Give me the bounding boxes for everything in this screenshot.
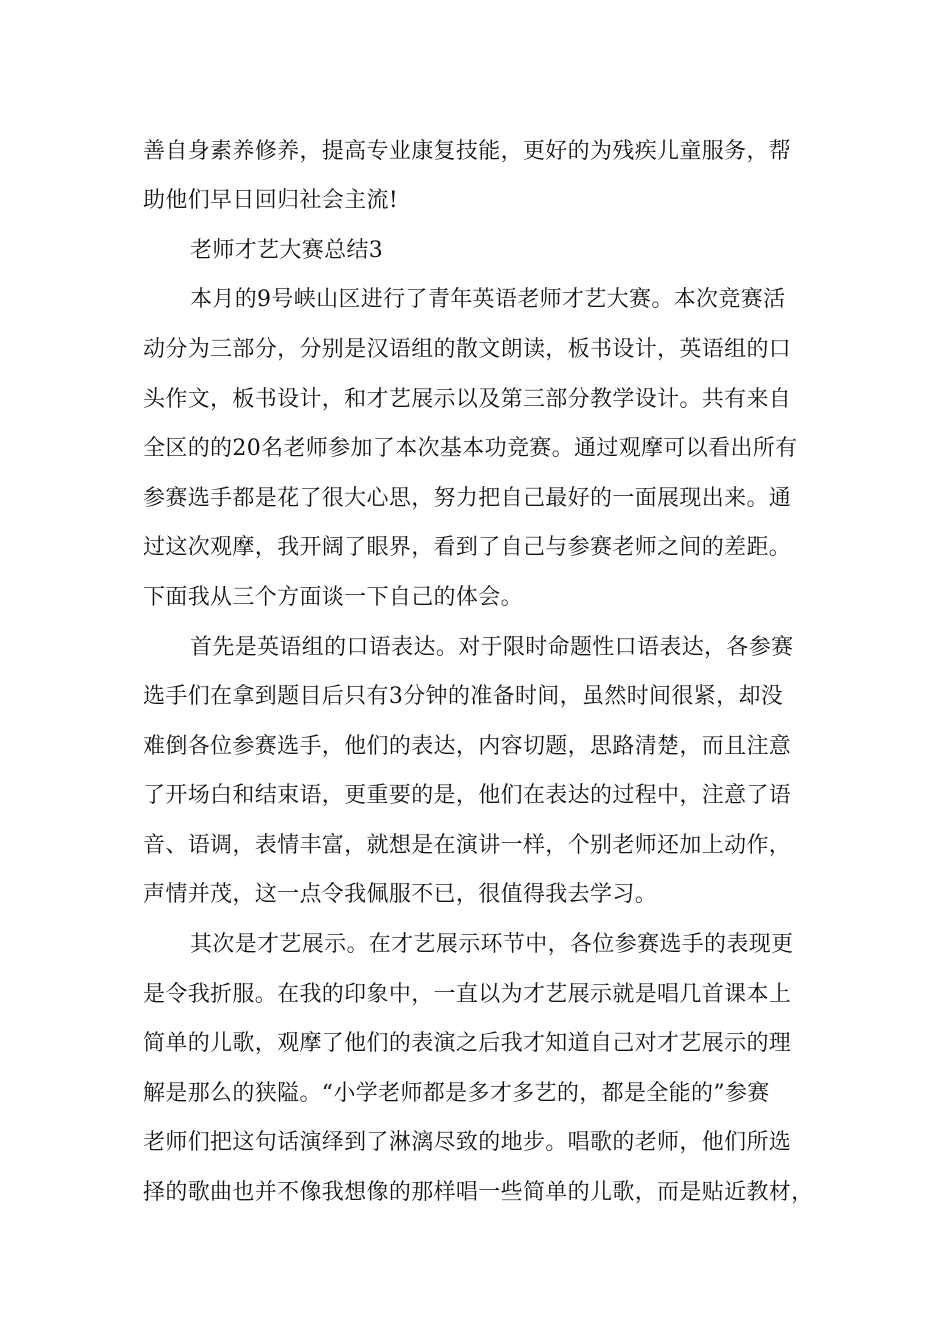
text-line: 音、语调，表情丰富，就想是在演讲一样，个别老师还加上动作， <box>143 833 792 858</box>
text-line: 下面我从三个方面谈一下自己的体会。 <box>143 585 523 610</box>
text-line: 简单的儿歌，观摩了他们的表演之后我才知道自己对才艺展示的理 <box>143 1031 792 1056</box>
text-line: 全区的的20名老师参加了本次基本功竞赛。通过观摩可以看出所有 <box>143 436 798 461</box>
text-line: 动分为三部分，分别是汉语组的散文朗读，板书设计，英语组的口 <box>143 337 792 362</box>
text-line: 解是那么的狭隘。“小学老师都是多才多艺的，都是全能的”参赛 <box>143 1081 770 1106</box>
text-line: 择的歌曲也并不像我想像的那样唱一些简单的儿歌，而是贴近教材， <box>143 1180 814 1205</box>
text-line: 过这次观摩，我开阔了眼界，看到了自己与参赛老师之间的差距。 <box>143 535 792 560</box>
text-line: 头作文，板书设计，和才艺展示以及第三部分教学设计。共有来自 <box>143 387 792 412</box>
text-line: 选手们在拿到题目后只有3分钟的准备时间，虽然时间很紧，却没 <box>143 684 784 709</box>
text-line: 参赛选手都是花了很大心思，努力把自己最好的一面展现出来。通 <box>143 486 792 511</box>
text-line: 助他们早日回归社会主流! <box>143 188 399 213</box>
text-line: 了开场白和结束语，更重要的是，他们在表达的过程中，注意了语 <box>143 783 792 808</box>
text-line: 是令我折服。在我的印象中，一直以为才艺展示就是唱几首课本上 <box>143 982 792 1007</box>
text-line: 难倒各位参赛选手，他们的表达，内容切题，思路清楚，而且注意 <box>143 734 792 759</box>
text-line: 善自身素养修养，提高专业康复技能，更好的为残疾儿童服务，帮 <box>143 139 792 164</box>
text-line: 首先是英语组的口语表达。对于限时命题性口语表达，各参赛 <box>190 635 794 660</box>
text-line: 老师们把这句话演绎到了淋漓尽致的地步。唱歌的老师，他们所选 <box>143 1130 792 1155</box>
section-heading: 老师才艺大赛总结3 <box>190 238 384 263</box>
text-line: 本月的9号峡山区进行了青年英语老师才艺大赛。本次竞赛活 <box>190 287 786 312</box>
text-line: 其次是才艺展示。在才艺展示环节中，各位参赛选手的表现更 <box>190 932 794 957</box>
text-line: 声情并茂，这一点令我佩服不已，很值得我去学习。 <box>143 882 658 907</box>
